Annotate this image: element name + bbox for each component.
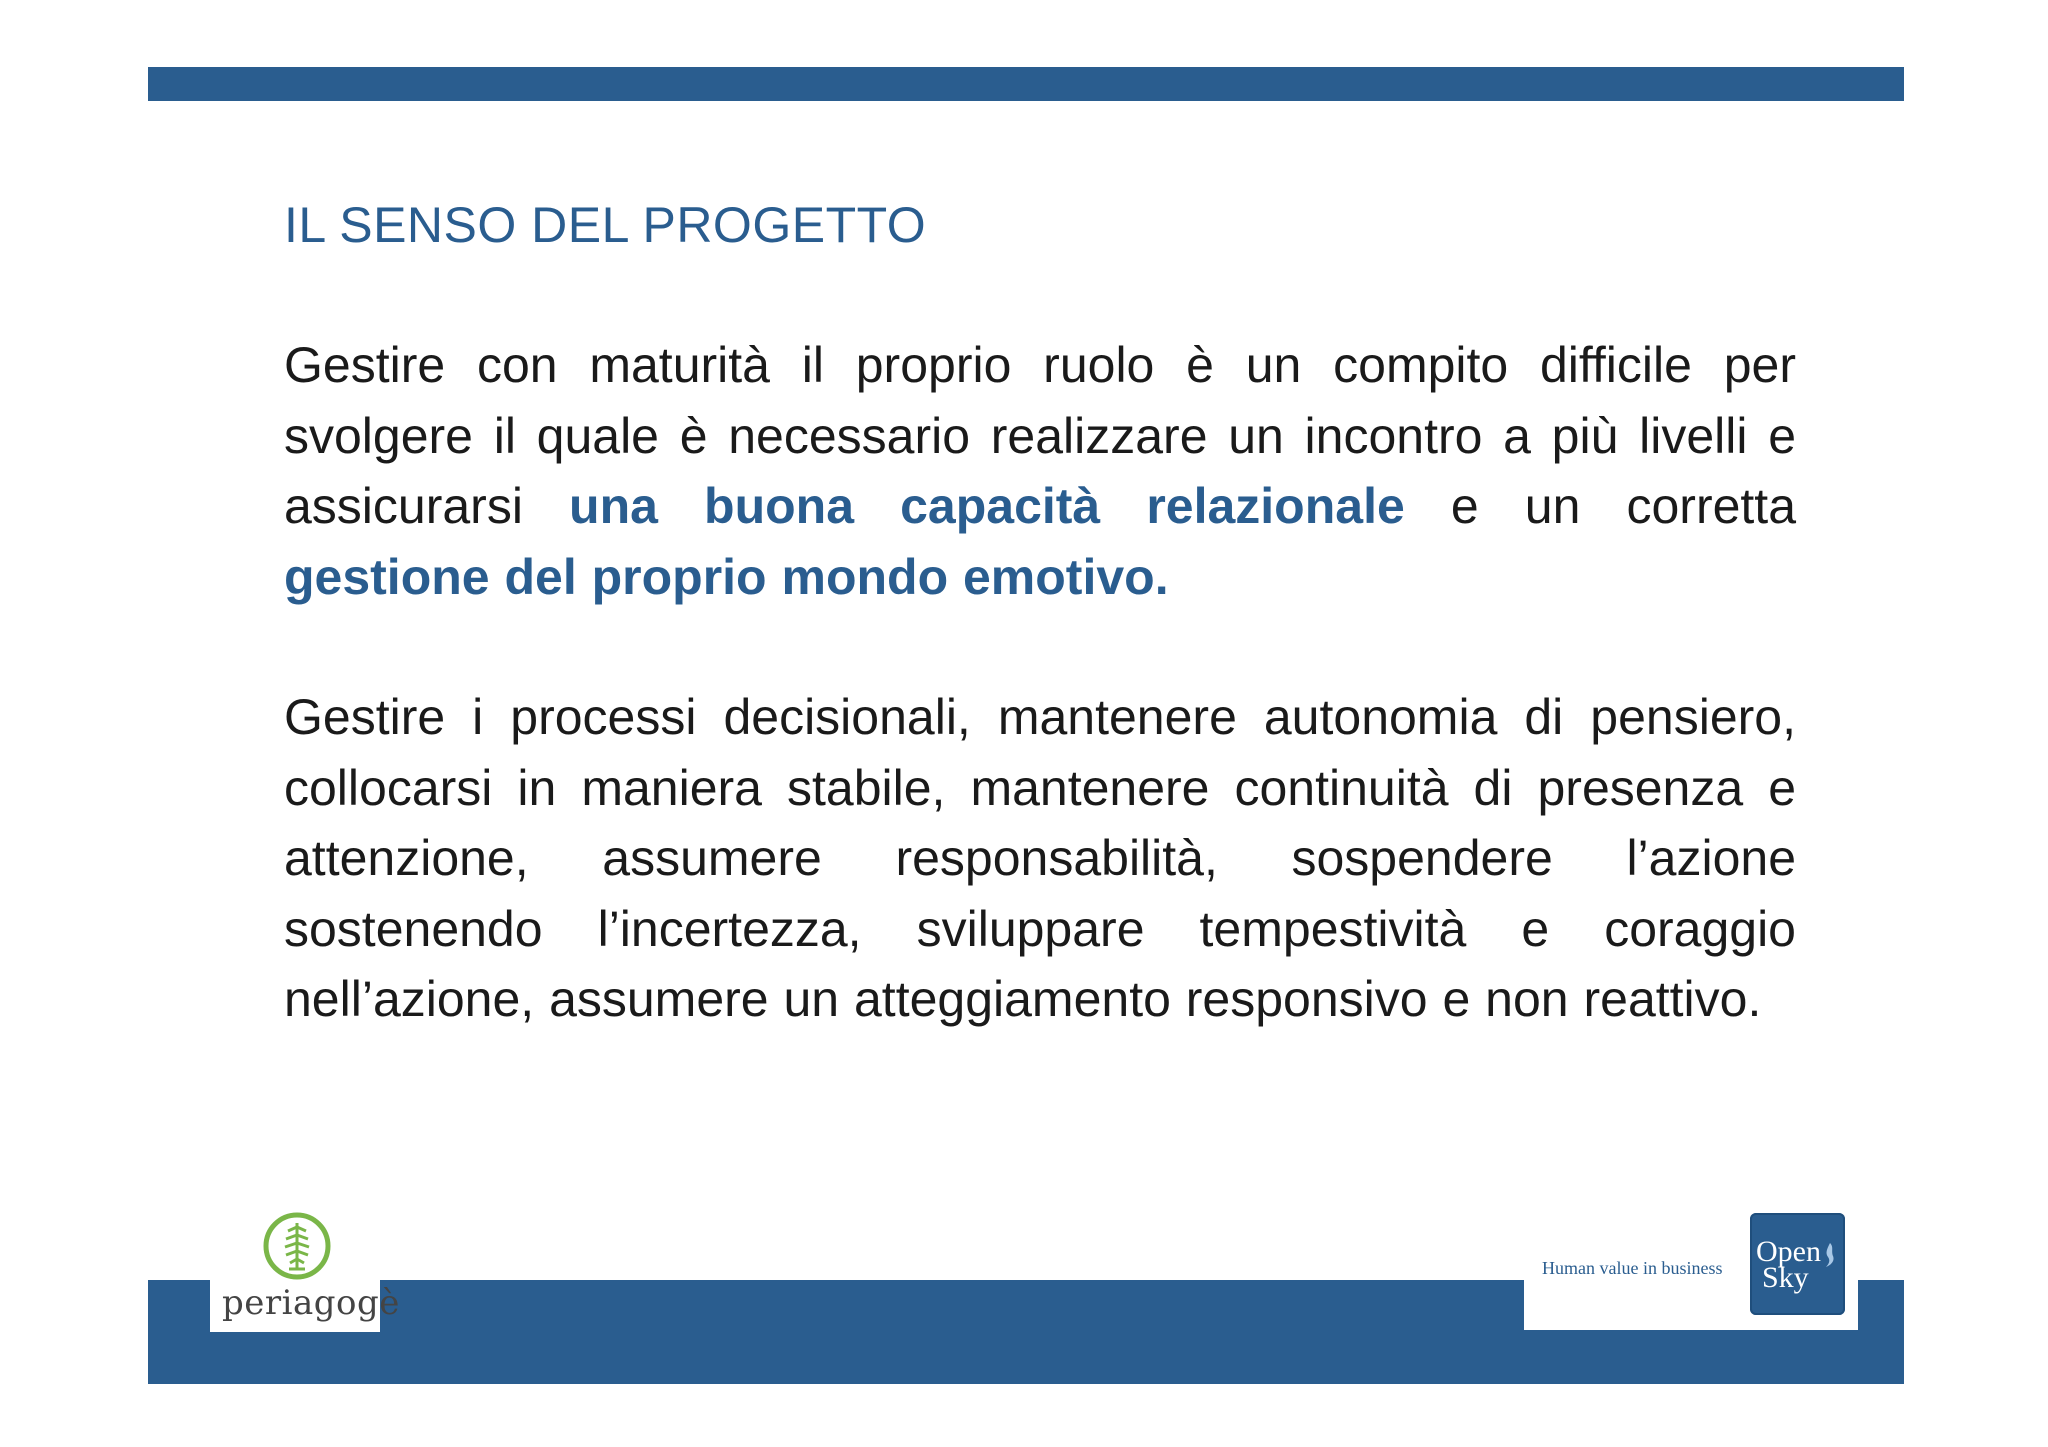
- open-sky-logo-line2: Sky: [1762, 1261, 1809, 1294]
- highlight-relational-capacity: una buona capacità relazionale: [569, 478, 1405, 534]
- open-sky-icon: [1822, 1241, 1838, 1269]
- open-sky-logo-line1: Open: [1756, 1235, 1821, 1268]
- paragraph-intro-text-1: Gestire con maturità il proprio ruolo è un compito difficile per svolgere il quale è necessario realizzare un incontro a più livelli e assicurarsi: [284, 337, 1796, 534]
- paragraph-intro: [284, 330, 1796, 612]
- paragraph-skills: Gestire i processi decisionali, mantenere autonomia di pensiero, collocarsi in maniera stabile, mantenere continuità di presenza e attenzione, assumere responsabilità, sospendere l’azione sostenendo l’incertezza, sviluppare tempestività e coraggio nell’azione, assumere un atteggiamento responsivo e non reattivo.: [284, 689, 1796, 1027]
- top-header-bar: [148, 67, 1904, 101]
- open-sky-logo: [1750, 1213, 1845, 1315]
- periagoge-logo-text: periagogè: [222, 1283, 400, 1323]
- slide-title: IL SENSO DEL PROGETTO: [284, 197, 927, 253]
- open-sky-tagline: Human value in business: [1542, 1258, 1723, 1278]
- highlight-emotional-management: gestione del proprio mondo emotivo.: [284, 548, 1169, 605]
- tree-emblem-icon: [262, 1211, 332, 1281]
- paragraph-intro-text-2: e un corretta: [1404, 478, 1796, 534]
